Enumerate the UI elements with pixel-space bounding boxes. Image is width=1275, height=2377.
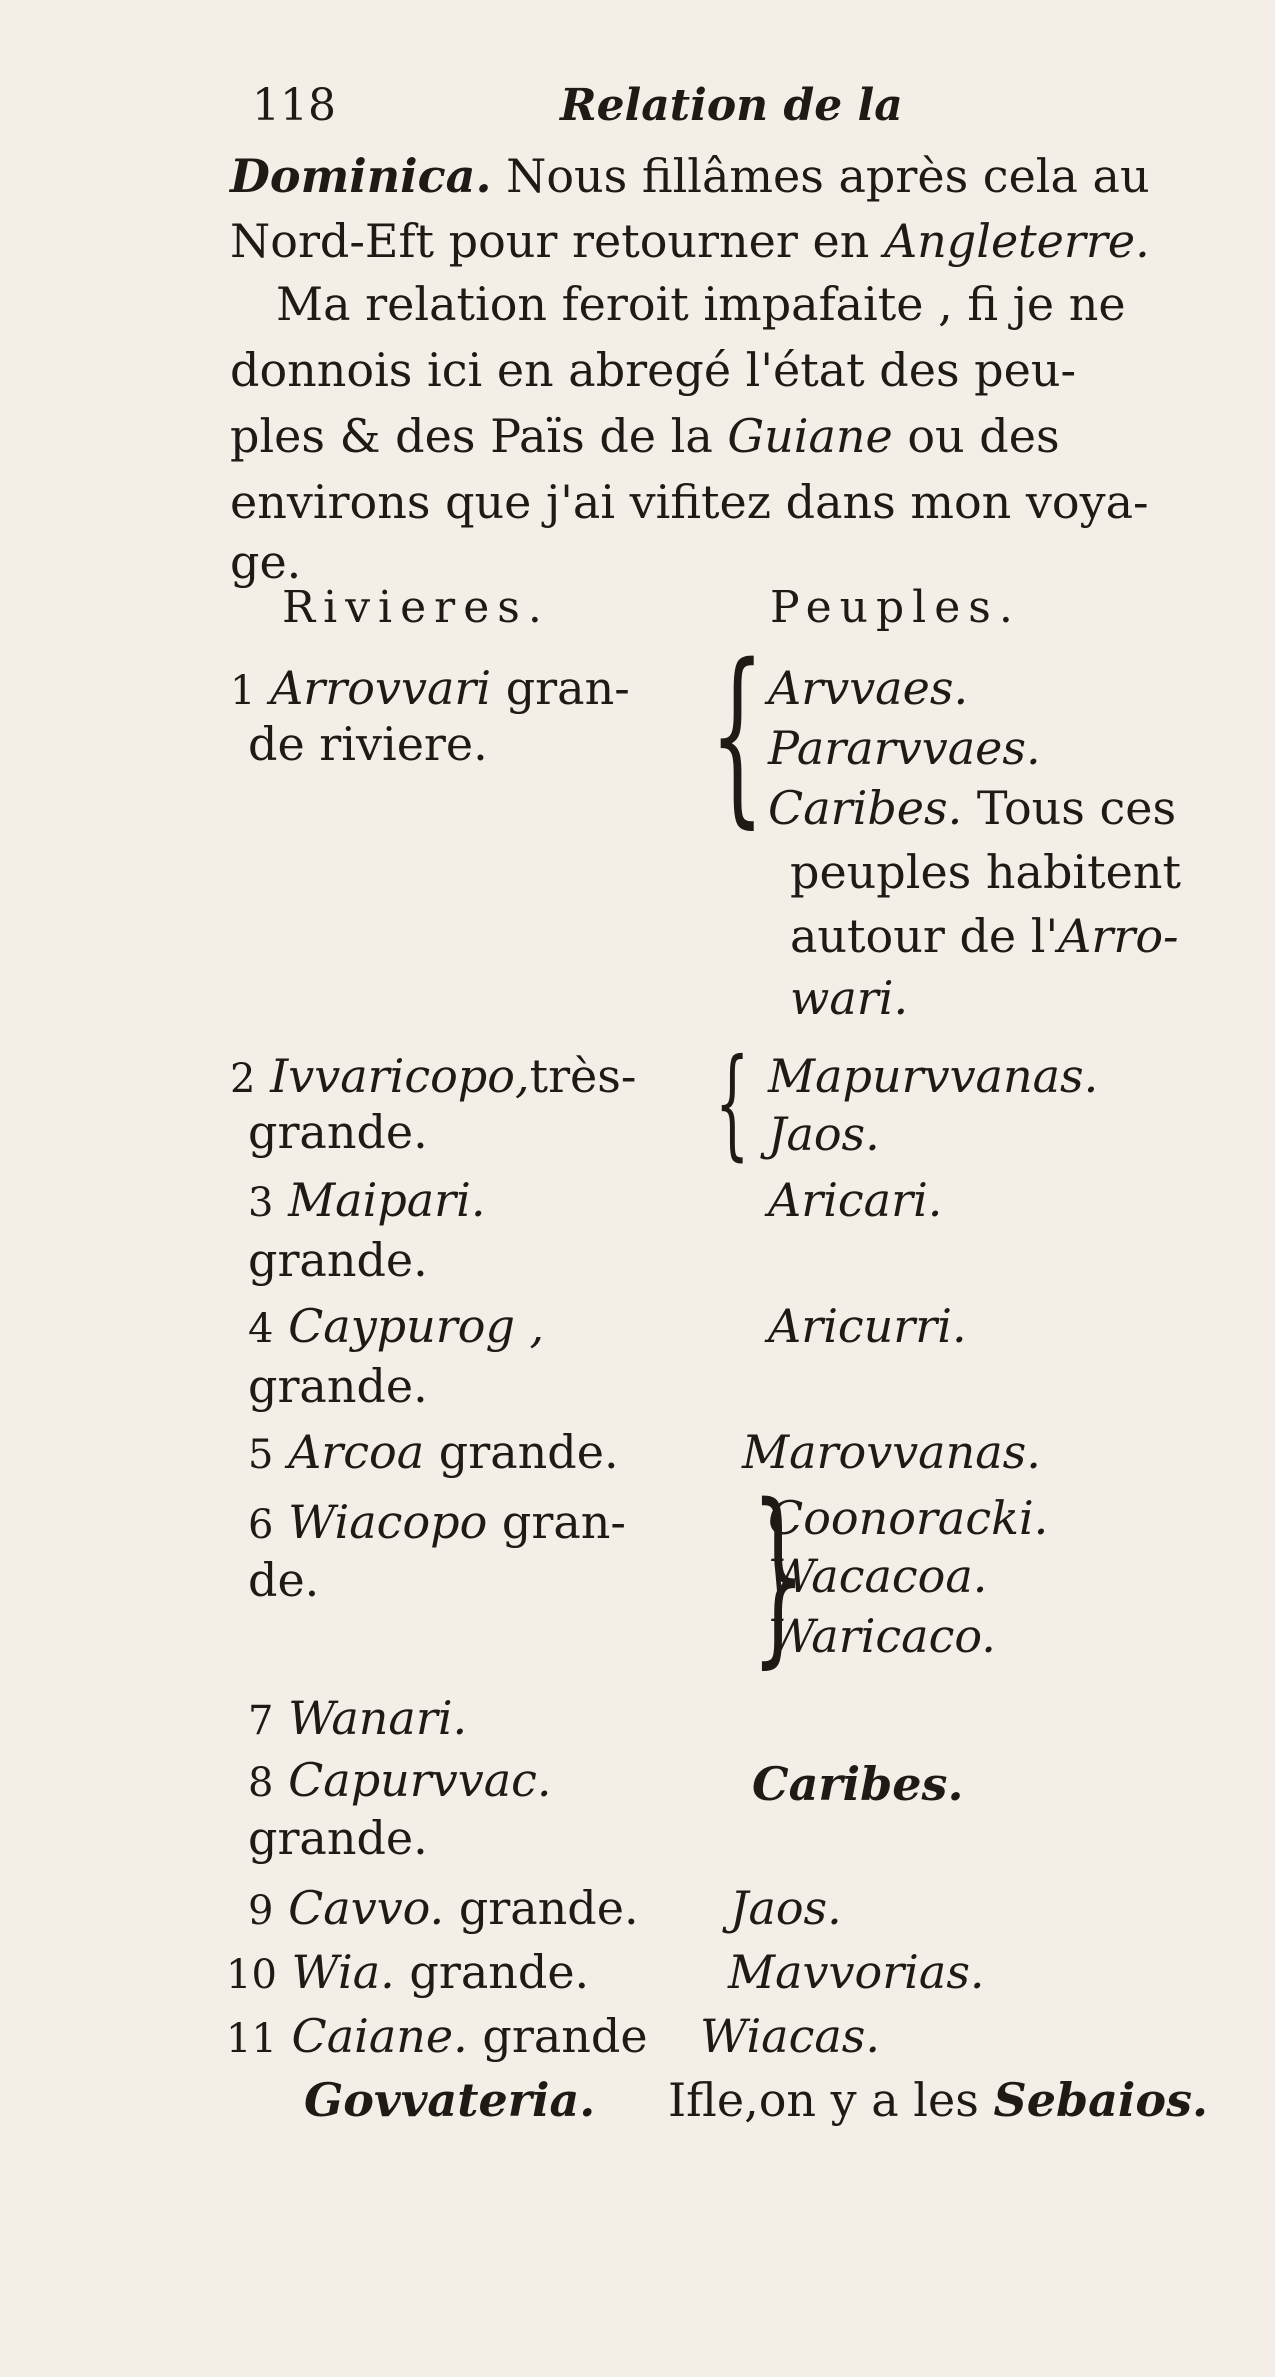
brace-2: { <box>715 1034 750 1173</box>
river-entry-7: 7 Wanari. <box>248 1691 468 1745</box>
column-header-rivers: Rivieres. <box>282 582 550 633</box>
river-entry-6-cont: de. <box>248 1553 320 1607</box>
brace-1: { <box>710 624 765 845</box>
brace-3: { <box>751 1464 806 1685</box>
intro-line-1: Dominica. Nous fillâmes après cela au <box>230 149 1150 203</box>
people-entry-9: Jaos. <box>730 1881 842 1935</box>
intro-line-3: Ma relation feroit impafaite , fi je ne <box>276 277 1126 331</box>
intro-line-2: Nord-Eft pour retourner en Angleterre. <box>230 214 1150 268</box>
people-note-line-4: wari. <box>790 971 909 1025</box>
river-entry-1: 1 Arrovvari gran- <box>230 661 630 715</box>
people-entry-11: Wiacas. <box>700 2009 881 2063</box>
people-entry-6c: Waricaco. <box>768 1609 996 1663</box>
river-entry-4-cont: grande. <box>248 1359 428 1413</box>
intro-line-4: donnois ici en abregé l'état des peu- <box>230 343 1077 397</box>
people-entry-5: Marovvanas. <box>742 1425 1041 1479</box>
people-entry-10: Mavvorias. <box>728 1945 985 1999</box>
people-note-line-3: autour de l'Arro- <box>790 909 1179 963</box>
river-entry-6: 6 Wiacopo gran- <box>248 1495 626 1549</box>
river-entry-3: 3 Maipari. <box>248 1173 486 1227</box>
people-entry-8: Caribes. <box>752 1757 964 1811</box>
river-entry-2: 2 Ivvaricopo,très- <box>230 1049 637 1103</box>
river-entry-10: 10 Wia. grande. <box>226 1945 590 1999</box>
river-entry-5: 5 Arcoa grande. <box>248 1425 619 1479</box>
column-header-peoples: Peuples. <box>770 582 1021 633</box>
river-entry-3-cont: grande. <box>248 1233 428 1287</box>
people-entry-1a: Arvvaes. <box>768 661 969 715</box>
people-entry-6b: Wacacoa. <box>768 1549 988 1603</box>
people-entry-1b: Pararvvaes. <box>768 721 1041 775</box>
running-title: Relation de la <box>560 80 903 131</box>
people-note-line-2: peuples habitent <box>790 845 1181 899</box>
people-entry-3: Aricari. <box>768 1173 943 1227</box>
last-entry-name: Govvateria. <box>304 2073 596 2127</box>
people-entry-4: Aricurri. <box>768 1299 967 1353</box>
river-entry-1-cont: de riviere. <box>248 717 488 771</box>
people-entry-1c: Caribes. Tous ces <box>768 781 1177 835</box>
intro-line-6: environs que j'ai vifitez dans mon voya- <box>230 475 1149 529</box>
last-entry-desc: Ifle,on y a les Sebaios. <box>668 2073 1208 2127</box>
intro-line-7: ge. <box>230 535 302 589</box>
river-entry-8-cont: grande. <box>248 1811 428 1865</box>
river-entry-4: 4 Caypurog , <box>248 1299 545 1353</box>
river-entry-11: 11 Caiane. grande <box>226 2009 648 2063</box>
river-entry-2-cont: grande. <box>248 1105 428 1159</box>
people-entry-2b: Jaos. <box>768 1107 880 1161</box>
river-entry-8: 8 Capurvvac. <box>248 1753 552 1807</box>
intro-line-5: ples & des Païs de la Guiane ou des <box>230 409 1060 463</box>
people-entry-2a: Mapurvvanas. <box>768 1049 1099 1103</box>
river-entry-9: 9 Cavvo. grande. <box>248 1881 639 1935</box>
people-entry-6a: Coonoracki. <box>768 1491 1049 1545</box>
page-number: 118 <box>252 80 336 131</box>
